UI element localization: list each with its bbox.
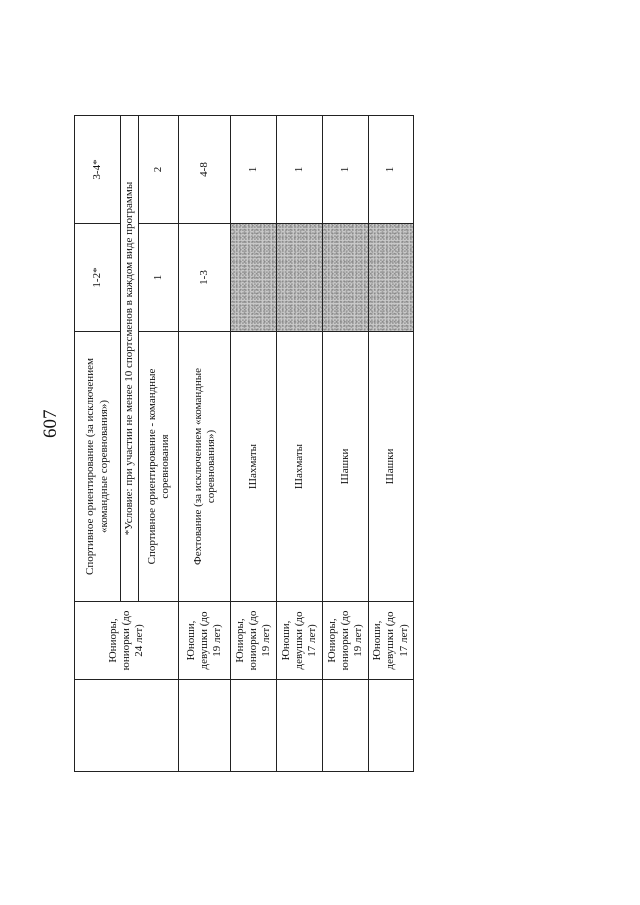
place-range-cell: 1 [369,116,414,224]
age-group-cell: Юниоры, юниорки (до 19 лет) [231,602,277,680]
place-range-cell: 1 [323,116,369,224]
empty-cell [179,680,231,772]
sports-ranking-table [74,115,414,772]
shaded-cell [323,224,369,332]
sport-cell: Фехтование (за исключением «командные соревнования») [179,332,231,602]
table-row [179,116,231,772]
table-row [277,116,323,772]
table-row [369,116,414,772]
shaded-cell [369,224,414,332]
shaded-cell [277,224,323,332]
age-group-cell: Юноши, девушки (до 17 лет) [277,602,323,680]
place-range-cell: 1 [139,224,179,332]
sport-cell: Спортивное ориентирование (за исключением «командные соревнования») [75,332,121,602]
condition-note: *Условие: при участии не менее 10 спортсменов в каждом виде программы [121,116,139,602]
place-range-cell: 4-8 [179,116,231,224]
table-row [231,116,277,772]
age-group-cell: Юноши, девушки (до 19 лет) [179,602,231,680]
sport-cell: Шашки [369,332,414,602]
table-rotation-frame [74,116,410,772]
table-row [75,116,121,772]
place-range-cell: 1-3 [179,224,231,332]
page-number: 607 [40,409,61,438]
sport-cell: Шахматы [277,332,323,602]
place-range-cell: 2 [139,116,179,224]
sport-cell: Спортивное ориентирование - командные соревнования [139,332,179,602]
place-range-cell: 1 [231,116,277,224]
age-group-cell: Юниоры, юниорки (до 19 лет) [323,602,369,680]
sport-cell: Шахматы [231,332,277,602]
empty-cell [75,680,179,772]
empty-cell [323,680,369,772]
empty-cell [231,680,277,772]
age-group-cell: Юниоры, юниорки (до 24 лет) [75,602,179,680]
sport-cell: Шашки [323,332,369,602]
place-range-cell: 1 [277,116,323,224]
empty-cell [369,680,414,772]
place-range-cell: 3-4* [75,116,121,224]
rotated-table-container [74,116,410,772]
empty-cell [277,680,323,772]
age-group-cell: Юноши, девушки (до 17 лет) [369,602,414,680]
place-range-cell: 1-2* [75,224,121,332]
shaded-cell [231,224,277,332]
table-row [323,116,369,772]
